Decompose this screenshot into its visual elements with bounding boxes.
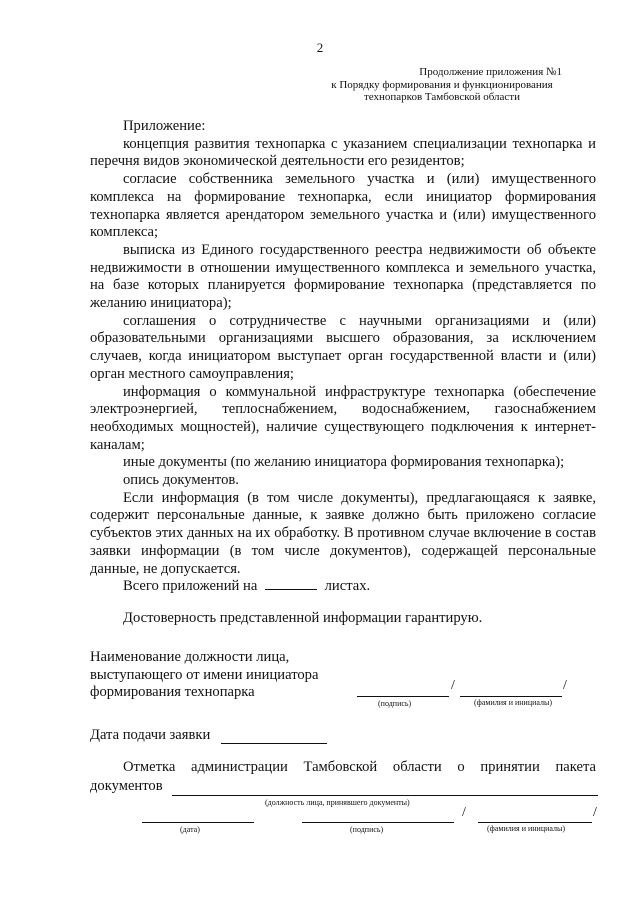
attachment-item: иные документы (по желанию инициатора формирования технопарка); (123, 454, 565, 471)
signatory-position-label: Наименование должности лица, выступающего от имени инициатора формирования технопарка (90, 649, 319, 701)
signature-line[interactable] (357, 682, 449, 697)
submission-date-label: Дата подачи заявки (90, 727, 211, 743)
receiver-name-line[interactable] (478, 808, 592, 823)
acceptance-date-line[interactable] (142, 808, 254, 823)
total-suffix: листах. (324, 578, 371, 595)
header-line-1: Продолжение приложения №1 (419, 66, 562, 78)
receiver-position-line[interactable] (172, 781, 598, 796)
signature-slash-2: / (563, 678, 567, 693)
receiver-signature-line[interactable] (302, 808, 454, 823)
document-body (90, 118, 596, 628)
signature-caption: (подпись) (378, 699, 412, 708)
personal-data-paragraph: Если информация (в том числе документы), предлагающаяся к заявке, содержит персональные данные, к заявке должно быть приложено согласие субъектов этих данных на их обработку. В противном случае включение в состав заявки информации (в том числе документов), содержащей персональные данные, не допускается. (90, 489, 596, 577)
signature-slash-1: / (451, 678, 455, 693)
header-note (312, 66, 572, 104)
receiver-signature-caption: (подпись) (350, 825, 384, 834)
admin-slash-1: / (462, 805, 466, 820)
attachment-item: согласие собственника земельного участка и (или) имущественного комплекса на формирование технопарка, если инициатор формирования технопарка является арендатором земельного участка и (или) имущественного комплекса; (90, 171, 596, 241)
submission-date-line[interactable] (221, 729, 327, 744)
header-line-3: технопарков Тамбовской области (363, 91, 521, 103)
attachment-item: информация о коммунальной инфраструктуре технопарка (обеспечение электроэнергией, теплоснабжением, водоснабжением, газоснабжением необходимых мощностей), наличие существующего подключения к интернет-каналам; (90, 383, 596, 453)
signatory-name-line[interactable] (460, 682, 562, 697)
total-attachments-line (90, 578, 596, 596)
acceptance-date-caption: (дата) (180, 825, 200, 834)
attachments-heading: Приложение: (123, 118, 206, 134)
attachment-item: соглашения о сотрудничестве с научными организациями и (или) образовательными организациями высшего образования, за исключением случаев, когда инициатором выступает орган государственной власти и (или) орган местного самоуправления; (90, 312, 596, 382)
attachment-item: концепция развития технопарка с указанием специализации технопарка и перечня видов экономической деятельности его резидентов; (90, 135, 596, 170)
header-line-2: к Порядку формирования и функционирования (331, 78, 553, 91)
administration-mark-text: Отметка администрации Тамбовской области о принятии пакета документов (90, 759, 596, 794)
admin-slash-2: / (593, 805, 597, 820)
guarantee-line: Достоверность представленной информации гарантирую. (123, 609, 483, 626)
receiver-position-caption: (должность лица, принявшего документы) (265, 798, 410, 807)
receiver-name-caption: (фамилия и инициалы) (487, 824, 566, 833)
attachment-item: выписка из Единого государственного реестра недвижимости об объекте недвижимости в отношении имущественного комплекса и земельного участка, на базе которых планируется формирование технопарка (представляется по желанию инициатора); (90, 241, 596, 312)
page-number: 2 (316, 40, 324, 55)
attachment-item: опись документов. (123, 472, 239, 489)
signatory-name-caption: (фамилия и инициалы) (474, 698, 553, 707)
total-prefix: Всего приложений на (123, 578, 258, 595)
total-sheets-blank[interactable] (265, 589, 317, 590)
